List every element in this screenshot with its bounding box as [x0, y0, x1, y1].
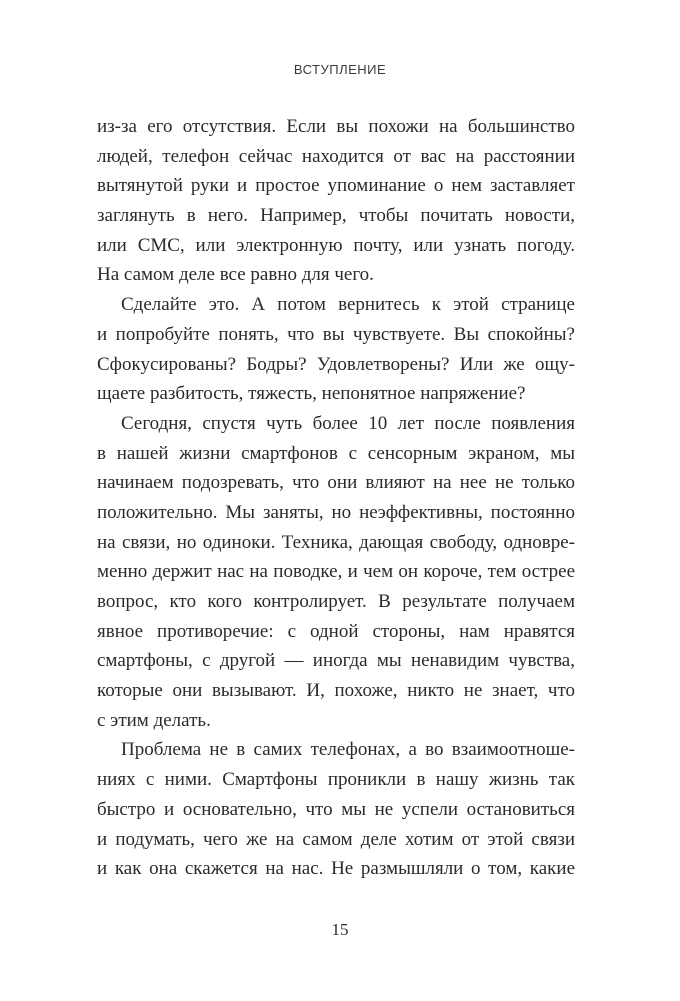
text-line: явное противоречие: с одной стороны, нам нравятся [97, 620, 575, 642]
text-line: людей, телефон сейчас находится от вас на расстоянии [97, 145, 575, 167]
text-line: заглянуть в него. Например, чтобы почитать новости, [97, 205, 575, 227]
text-line: На самом деле все равно для чего. [97, 264, 374, 286]
text-line: и подумать, чего же на самом деле хотим от этой связи [97, 828, 575, 850]
text-line: смартфоны, с другой — иногда мы ненавидим чувства, [97, 650, 575, 672]
text-line: вытянутой руки и простое упоминание о нем заставляет [97, 175, 575, 197]
text-line: быстро и основательно, что мы не успели остановиться [97, 798, 575, 820]
paragraph [97, 290, 575, 409]
text-line: и как она скажется на нас. Не размышляли о том, какие [97, 858, 575, 880]
text-line: на связи, но одиноки. Техника, дающая свободу, одновре- [97, 531, 575, 553]
text-line: в нашей жизни смартфонов с сенсорным экраном, мы [97, 442, 575, 464]
paragraph [97, 735, 575, 883]
running-head: ВСТУПЛЕНИЕ [293, 62, 387, 77]
page-number: 15 [331, 920, 349, 939]
text-line: менно держит нас на поводке, и чем он короче, тем острее [97, 561, 575, 583]
text-line: Проблема не в самих телефонах, а во взаимоотноше- [121, 739, 575, 761]
text-line: из-за его отсутствия. Если вы похожи на большинство [97, 116, 575, 137]
text-line: щаете разбитость, тяжесть, непонятное напряжение? [97, 383, 526, 405]
paragraph [97, 112, 575, 290]
text-line: Сегодня, спустя чуть более 10 лет после появления [121, 412, 575, 434]
text-line: которые они вызывают. И, похоже, никто не знает, что [97, 680, 575, 702]
text-line: начинаем подозревать, что они влияют на нее не только [97, 472, 575, 494]
text-line: с этим делать. [97, 709, 211, 731]
text-line: ниях с ними. Смартфоны проникли в нашу жизнь так [97, 769, 575, 791]
text-line: или СМС, или электронную почту, или узнать погоду. [97, 234, 575, 256]
text-line: Сфокусированы? Бодры? Удовлетворены? Или же ощу- [97, 353, 575, 375]
text-line: Сделайте это. А потом вернитесь к этой странице [121, 294, 575, 316]
text-line: положительно. Мы заняты, но неэффективны, постоянно [97, 501, 575, 523]
paragraph [97, 409, 575, 736]
text-line: вопрос, кто кого контролирует. В результате получаем [97, 591, 575, 612]
text-line: и попробуйте понять, что вы чувствуете. Вы спокойны? [97, 323, 575, 345]
body-text [97, 112, 575, 884]
